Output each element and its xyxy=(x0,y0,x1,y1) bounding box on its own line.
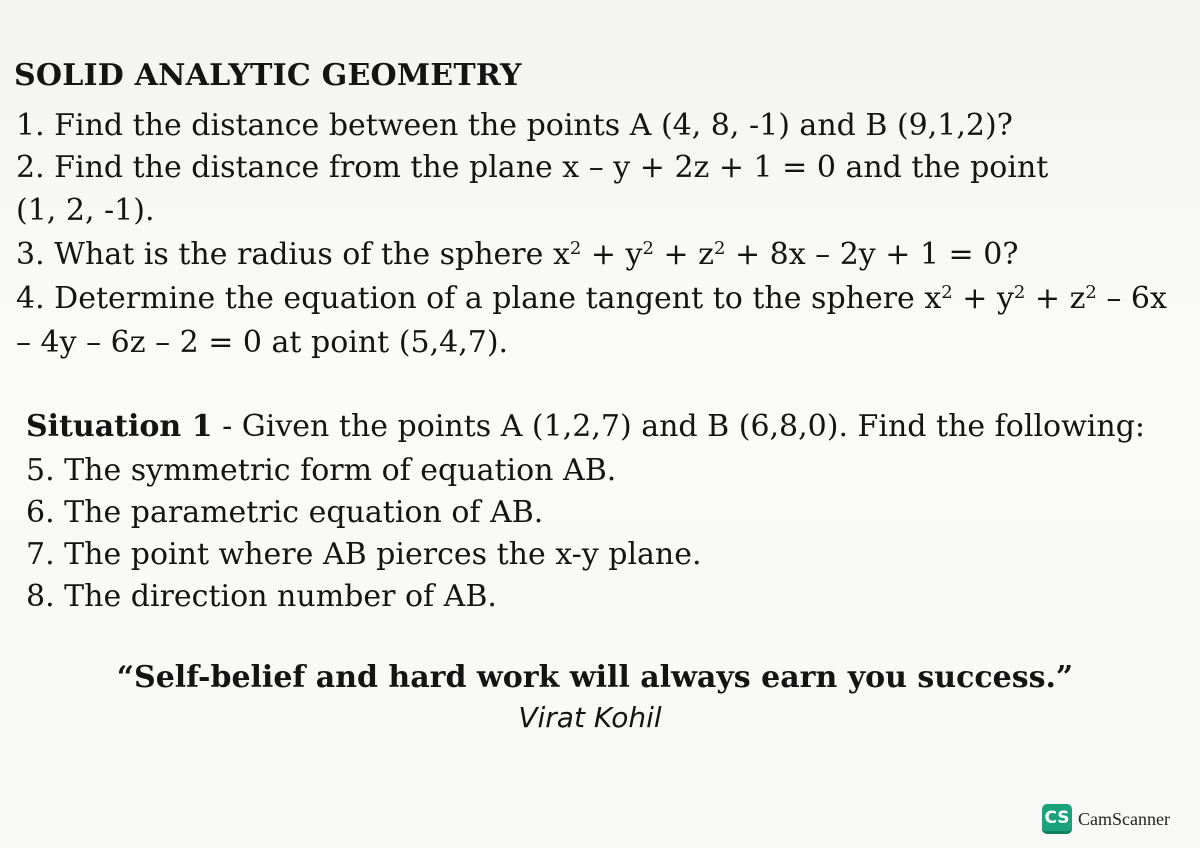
quote-author: Virat Kohil xyxy=(518,701,662,734)
question-6: 6. The parametric equation of AB. xyxy=(26,495,544,530)
question-4-line-2: – 4y – 6z – 2 = 0 at point (5,4,7). xyxy=(16,325,509,360)
situation-heading: Situation 1 xyxy=(26,409,213,444)
question-7: 7. The point where AB pierces the x-y plane. xyxy=(26,537,702,572)
situation-intro-text: - Given the points A (1,2,7) and B (6,8,0). Find the following: xyxy=(212,409,1146,444)
situation-1-intro xyxy=(26,409,1146,444)
question-5: 5. The symmetric form of equation AB. xyxy=(26,453,617,488)
question-4-text: + z xyxy=(1025,281,1086,316)
exponent: 2 xyxy=(713,238,726,260)
question-3-text: + z xyxy=(653,237,714,272)
quote-text: “Self-belief and hard work will always earn you success.” xyxy=(116,660,1074,695)
question-4-text: 4. Determine the equation of a plane tangent to the sphere x xyxy=(16,281,942,316)
camscanner-watermark xyxy=(1042,804,1170,834)
page-title: SOLID ANALYTIC GEOMETRY xyxy=(14,58,522,93)
exponent: 2 xyxy=(941,282,953,304)
exponent: 2 xyxy=(1085,282,1097,304)
exponent: 2 xyxy=(1013,282,1026,304)
question-1: 1. Find the distance between the points A (4, 8, -1) and B (9,1,2)? xyxy=(16,108,1013,143)
question-3-text: + y xyxy=(581,237,643,272)
question-8: 8. The direction number of AB. xyxy=(26,579,497,614)
question-2-line-2: (1, 2, -1). xyxy=(16,193,155,228)
question-3 xyxy=(16,237,1019,272)
camscanner-logo-icon: CS xyxy=(1042,804,1072,834)
question-2-line-1: 2. Find the distance from the plane x – y + 2z + 1 = 0 and the point xyxy=(16,150,1049,185)
question-3-text: 3. What is the radius of the sphere x xyxy=(16,237,570,272)
question-3-text: + 8x – 2y + 1 = 0? xyxy=(725,237,1019,272)
question-4-text: + y xyxy=(952,281,1014,316)
exponent: 2 xyxy=(642,238,654,260)
question-4-text: – 6x xyxy=(1096,281,1167,316)
question-4-line-1 xyxy=(16,281,1167,316)
camscanner-name: CamScanner xyxy=(1078,808,1170,829)
exponent: 2 xyxy=(569,238,582,260)
